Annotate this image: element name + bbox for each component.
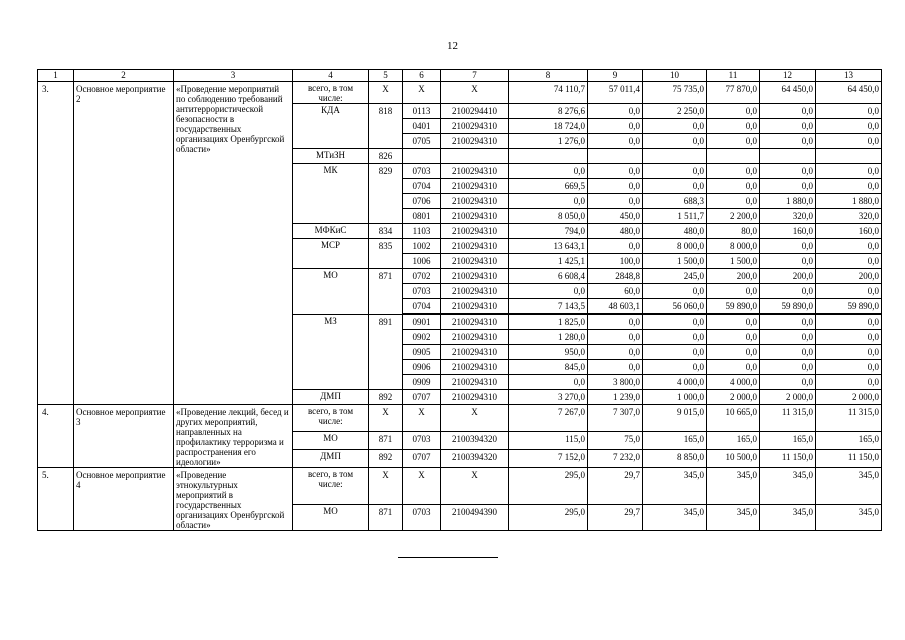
amount-cell: 200,0 (816, 269, 882, 284)
amount-cell: 2 250,0 (643, 104, 707, 119)
amount-cell: 59 890,0 (816, 299, 882, 314)
amount-cell: 7 143,5 (509, 299, 588, 314)
amount-cell: 60,0 (588, 284, 643, 299)
amount-cell: 0,0 (707, 315, 760, 330)
executor-name: КДА (293, 104, 369, 149)
amount-cell: 0,0 (588, 315, 643, 330)
rzpr-code: 0704 (403, 179, 441, 194)
amount-cell: 2 200,0 (707, 209, 760, 224)
rzpr-code: 0705 (403, 134, 441, 149)
amount-cell: 0,0 (643, 284, 707, 299)
amount-cell: 29,7 (588, 468, 643, 505)
rzpr-code: 0706 (403, 194, 441, 209)
csr-code: 2100294310 (441, 284, 509, 299)
event-number: 4. (38, 405, 74, 468)
amount-cell: 0,0 (760, 345, 816, 360)
csr-code: 2100294310 (441, 164, 509, 179)
amount-cell: 0,0 (707, 134, 760, 149)
csr-code: 2100294310 (441, 119, 509, 134)
amount-cell: 0,0 (588, 239, 643, 254)
grbs-code: Х (369, 468, 403, 505)
csr-code (441, 149, 509, 164)
amount-cell: 10 500,0 (707, 449, 760, 467)
csr-code: 2100494390 (441, 505, 509, 531)
rzpr-code: 0703 (403, 505, 441, 531)
column-number: 7 (441, 70, 509, 82)
amount-cell: 59 890,0 (760, 299, 816, 314)
amount-cell: 0,0 (588, 179, 643, 194)
amount-cell: 0,0 (816, 104, 882, 119)
amount-cell: 345,0 (643, 505, 707, 531)
amount-cell: 13 643,1 (509, 239, 588, 254)
event-description: «Проведение этнокультурных мероприятий в государственных организациях Оренбургской области» (174, 468, 293, 531)
amount-cell: 1 280,0 (509, 330, 588, 345)
rzpr-code (403, 149, 441, 164)
rzpr-code: Х (403, 405, 441, 432)
amount-cell: 345,0 (816, 468, 882, 505)
executor-name: МТиЗН (293, 149, 369, 164)
amount-cell (707, 149, 760, 164)
amount-cell: 0,0 (643, 134, 707, 149)
amount-cell (588, 149, 643, 164)
amount-cell: 200,0 (707, 269, 760, 284)
amount-cell: 1 511,7 (643, 209, 707, 224)
amount-cell: 2 000,0 (707, 390, 760, 405)
column-number: 3 (174, 70, 293, 82)
amount-cell: 0,0 (816, 330, 882, 345)
csr-code: 2100394320 (441, 431, 509, 449)
executor-total-label: всего, в том числе: (293, 468, 369, 505)
rzpr-code: 0801 (403, 209, 441, 224)
csr-code: 2100294310 (441, 194, 509, 209)
executor-total-label: всего, в том числе: (293, 405, 369, 432)
rzpr-code: Х (403, 82, 441, 104)
rzpr-code: 0702 (403, 269, 441, 284)
amount-cell: 0,0 (707, 194, 760, 209)
amount-cell: 75,0 (588, 431, 643, 449)
executor-total-label: всего, в том числе: (293, 82, 369, 104)
rzpr-code: 0113 (403, 104, 441, 119)
amount-cell: 669,5 (509, 179, 588, 194)
amount-cell: 7 152,0 (509, 449, 588, 467)
event-total-row (38, 405, 882, 432)
amount-cell: 688,3 (643, 194, 707, 209)
amount-cell: 480,0 (643, 224, 707, 239)
rzpr-code: 0703 (403, 164, 441, 179)
executor-name: МО (293, 431, 369, 449)
amount-cell: 0,0 (707, 330, 760, 345)
amount-cell: 0,0 (588, 104, 643, 119)
amount-cell: 0,0 (707, 104, 760, 119)
table-body (38, 70, 882, 531)
amount-cell: 0,0 (588, 360, 643, 375)
amount-cell: 0,0 (760, 239, 816, 254)
event-total-row (38, 82, 882, 104)
amount-cell: 75 735,0 (643, 82, 707, 104)
column-number: 6 (403, 70, 441, 82)
column-number: 5 (369, 70, 403, 82)
amount-cell: 0,0 (643, 315, 707, 330)
amount-cell: 165,0 (816, 431, 882, 449)
amount-cell: 0,0 (816, 134, 882, 149)
csr-code: 2100294310 (441, 299, 509, 314)
amount-cell: 0,0 (509, 375, 588, 390)
csr-code: 2100294310 (441, 239, 509, 254)
rzpr-code: 1103 (403, 224, 441, 239)
rzpr-code: 0703 (403, 431, 441, 449)
amount-cell: 0,0 (643, 164, 707, 179)
amount-cell: 80,0 (707, 224, 760, 239)
amount-cell: 0,0 (816, 254, 882, 269)
rzpr-code: 0905 (403, 345, 441, 360)
grbs-code: 891 (369, 315, 403, 390)
amount-cell: 59 890,0 (707, 299, 760, 314)
amount-cell: 0,0 (760, 164, 816, 179)
rzpr-code: 0902 (403, 330, 441, 345)
amount-cell: 48 603,1 (588, 299, 643, 314)
amount-cell: 77 870,0 (707, 82, 760, 104)
amount-cell: 1 880,0 (816, 194, 882, 209)
amount-cell: 295,0 (509, 505, 588, 531)
amount-cell: 0,0 (509, 164, 588, 179)
amount-cell: 1 500,0 (707, 254, 760, 269)
csr-code: 2100294310 (441, 345, 509, 360)
grbs-code: 871 (369, 505, 403, 531)
amount-cell: 0,0 (816, 239, 882, 254)
amount-cell: 0,0 (588, 194, 643, 209)
amount-cell: 4 000,0 (707, 375, 760, 390)
csr-code: Х (441, 82, 509, 104)
executor-name: МК (293, 164, 369, 224)
amount-cell: 0,0 (816, 345, 882, 360)
amount-cell: 0,0 (816, 119, 882, 134)
amount-cell: 0,0 (707, 119, 760, 134)
rzpr-code: 0707 (403, 390, 441, 405)
amount-cell: 1 500,0 (643, 254, 707, 269)
amount-cell: 0,0 (760, 104, 816, 119)
amount-cell (509, 149, 588, 164)
column-number: 9 (588, 70, 643, 82)
rzpr-code: Х (403, 468, 441, 505)
rzpr-code: 1006 (403, 254, 441, 269)
csr-code: 2100294310 (441, 224, 509, 239)
csr-code: 2100294310 (441, 375, 509, 390)
amount-cell: 57 011,4 (588, 82, 643, 104)
csr-code: 2100294310 (441, 269, 509, 284)
grbs-code: 826 (369, 149, 403, 164)
amount-cell: 8 276,6 (509, 104, 588, 119)
amount-cell: 0,0 (760, 284, 816, 299)
grbs-code: 818 (369, 104, 403, 149)
amount-cell: 1 880,0 (760, 194, 816, 209)
amount-cell: 0,0 (643, 330, 707, 345)
amount-cell: 7 307,0 (588, 405, 643, 432)
rzpr-code: 0707 (403, 449, 441, 467)
column-number: 11 (707, 70, 760, 82)
grbs-code: 835 (369, 239, 403, 269)
amount-cell: 345,0 (643, 468, 707, 505)
grbs-code: 834 (369, 224, 403, 239)
amount-cell: 0,0 (816, 284, 882, 299)
amount-cell (643, 149, 707, 164)
amount-cell: 1 239,0 (588, 390, 643, 405)
amount-cell: 8 000,0 (643, 239, 707, 254)
amount-cell: 794,0 (509, 224, 588, 239)
amount-cell: 11 315,0 (760, 405, 816, 432)
grbs-code: 871 (369, 269, 403, 315)
amount-cell: 100,0 (588, 254, 643, 269)
rzpr-code: 0401 (403, 119, 441, 134)
column-number: 4 (293, 70, 369, 82)
amount-cell: 320,0 (760, 209, 816, 224)
rzpr-code: 0901 (403, 315, 441, 330)
column-number: 1 (38, 70, 74, 82)
amount-cell: 10 665,0 (707, 405, 760, 432)
amount-cell: 165,0 (707, 431, 760, 449)
column-number: 10 (643, 70, 707, 82)
amount-cell: 345,0 (760, 468, 816, 505)
amount-cell: 345,0 (760, 505, 816, 531)
amount-cell (816, 149, 882, 164)
amount-cell: 2 000,0 (816, 390, 882, 405)
executor-name: МСР (293, 239, 369, 269)
grbs-code: 829 (369, 164, 403, 224)
amount-cell: 2 000,0 (760, 390, 816, 405)
event-number: 5. (38, 468, 74, 531)
budget-table (37, 69, 882, 531)
amount-cell: 0,0 (760, 254, 816, 269)
amount-cell: 0,0 (643, 360, 707, 375)
amount-cell: 11 315,0 (816, 405, 882, 432)
amount-cell: 345,0 (707, 468, 760, 505)
rzpr-code: 0909 (403, 375, 441, 390)
amount-cell: 165,0 (760, 431, 816, 449)
grbs-code: 892 (369, 449, 403, 467)
csr-code: Х (441, 468, 509, 505)
amount-cell: 11 150,0 (760, 449, 816, 467)
csr-code: 2100294310 (441, 315, 509, 330)
amount-cell: 0,0 (760, 315, 816, 330)
column-number: 13 (816, 70, 882, 82)
amount-cell: 115,0 (509, 431, 588, 449)
amount-cell: 0,0 (760, 330, 816, 345)
executor-name: МО (293, 269, 369, 315)
amount-cell: 0,0 (816, 315, 882, 330)
amount-cell: 64 450,0 (816, 82, 882, 104)
amount-cell: 1 276,0 (509, 134, 588, 149)
csr-code: 2100294310 (441, 330, 509, 345)
amount-cell: 845,0 (509, 360, 588, 375)
amount-cell: 295,0 (509, 468, 588, 505)
executor-name: МО (293, 505, 369, 531)
amount-cell: 0,0 (643, 345, 707, 360)
rzpr-code: 1002 (403, 239, 441, 254)
amount-cell: 0,0 (588, 345, 643, 360)
executor-name: ДМП (293, 390, 369, 405)
amount-cell: 345,0 (816, 505, 882, 531)
amount-cell: 0,0 (707, 360, 760, 375)
amount-cell: 0,0 (816, 179, 882, 194)
amount-cell: 0,0 (707, 284, 760, 299)
grbs-code: 892 (369, 390, 403, 405)
amount-cell: 0,0 (588, 119, 643, 134)
amount-cell: 0,0 (816, 360, 882, 375)
amount-cell: 320,0 (816, 209, 882, 224)
amount-cell: 0,0 (760, 179, 816, 194)
amount-cell: 0,0 (588, 164, 643, 179)
amount-cell: 18 724,0 (509, 119, 588, 134)
csr-code: 2100294310 (441, 390, 509, 405)
amount-cell: 1 825,0 (509, 315, 588, 330)
amount-cell: 8 850,0 (643, 449, 707, 467)
amount-cell: 0,0 (707, 164, 760, 179)
amount-cell: 2848,8 (588, 269, 643, 284)
amount-cell: 0,0 (760, 134, 816, 149)
bottom-divider (398, 557, 498, 558)
amount-cell: 1 425,1 (509, 254, 588, 269)
amount-cell: 56 060,0 (643, 299, 707, 314)
amount-cell: 0,0 (760, 375, 816, 390)
amount-cell: 4 000,0 (643, 375, 707, 390)
event-description: «Проведение мероприятий по соблюдению требований антитеррористической безопасности в государственных организациях Оренбургской области» (174, 82, 293, 405)
csr-code: Х (441, 405, 509, 432)
amount-cell: 8 000,0 (707, 239, 760, 254)
amount-cell: 165,0 (643, 431, 707, 449)
event-name: Основное мероприятие 4 (74, 468, 174, 531)
csr-code: 2100294310 (441, 209, 509, 224)
csr-code: 2100294310 (441, 360, 509, 375)
amount-cell: 1 000,0 (643, 390, 707, 405)
grbs-code: 871 (369, 431, 403, 449)
grbs-code: Х (369, 405, 403, 432)
event-number: 3. (38, 82, 74, 405)
amount-cell: 0,0 (707, 345, 760, 360)
page-number: 12 (447, 40, 458, 52)
executor-name: ДМП (293, 449, 369, 467)
amount-cell: 0,0 (643, 119, 707, 134)
amount-cell: 0,0 (509, 194, 588, 209)
amount-cell: 0,0 (707, 179, 760, 194)
amount-cell: 11 150,0 (816, 449, 882, 467)
amount-cell: 480,0 (588, 224, 643, 239)
amount-cell: 6 608,4 (509, 269, 588, 284)
executor-name: МФКиС (293, 224, 369, 239)
amount-cell: 160,0 (816, 224, 882, 239)
amount-cell: 450,0 (588, 209, 643, 224)
amount-cell: 200,0 (760, 269, 816, 284)
csr-code: 2100394320 (441, 449, 509, 467)
rzpr-code: 0906 (403, 360, 441, 375)
amount-cell: 64 450,0 (760, 82, 816, 104)
amount-cell (760, 149, 816, 164)
amount-cell: 245,0 (643, 269, 707, 284)
csr-code: 2100294310 (441, 179, 509, 194)
grbs-code: Х (369, 82, 403, 104)
rzpr-code: 0704 (403, 299, 441, 314)
amount-cell: 0,0 (643, 179, 707, 194)
column-number: 12 (760, 70, 816, 82)
amount-cell: 0,0 (816, 375, 882, 390)
amount-cell: 0,0 (588, 330, 643, 345)
amount-cell: 0,0 (588, 134, 643, 149)
amount-cell: 950,0 (509, 345, 588, 360)
amount-cell: 9 015,0 (643, 405, 707, 432)
amount-cell: 345,0 (707, 505, 760, 531)
amount-cell: 3 800,0 (588, 375, 643, 390)
executor-name: МЗ (293, 315, 369, 390)
column-number: 2 (74, 70, 174, 82)
amount-cell: 7 267,0 (509, 405, 588, 432)
amount-cell: 29,7 (588, 505, 643, 531)
csr-code: 2100294310 (441, 254, 509, 269)
header-row (38, 70, 882, 82)
event-name: Основное мероприятие 3 (74, 405, 174, 468)
amount-cell: 0,0 (760, 119, 816, 134)
amount-cell: 0,0 (509, 284, 588, 299)
event-name: Основное мероприятие 2 (74, 82, 174, 405)
amount-cell: 8 050,0 (509, 209, 588, 224)
csr-code: 2100294310 (441, 134, 509, 149)
amount-cell: 160,0 (760, 224, 816, 239)
amount-cell: 3 270,0 (509, 390, 588, 405)
event-description: «Проведение лекций, бесед и других мероприятий, направленных на профилактику терроризма и распространения его идеологии» (174, 405, 293, 468)
amount-cell: 74 110,7 (509, 82, 588, 104)
amount-cell: 7 232,0 (588, 449, 643, 467)
amount-cell: 0,0 (816, 164, 882, 179)
column-number: 8 (509, 70, 588, 82)
amount-cell: 0,0 (760, 360, 816, 375)
csr-code: 2100294410 (441, 104, 509, 119)
rzpr-code: 0703 (403, 284, 441, 299)
event-total-row (38, 468, 882, 505)
